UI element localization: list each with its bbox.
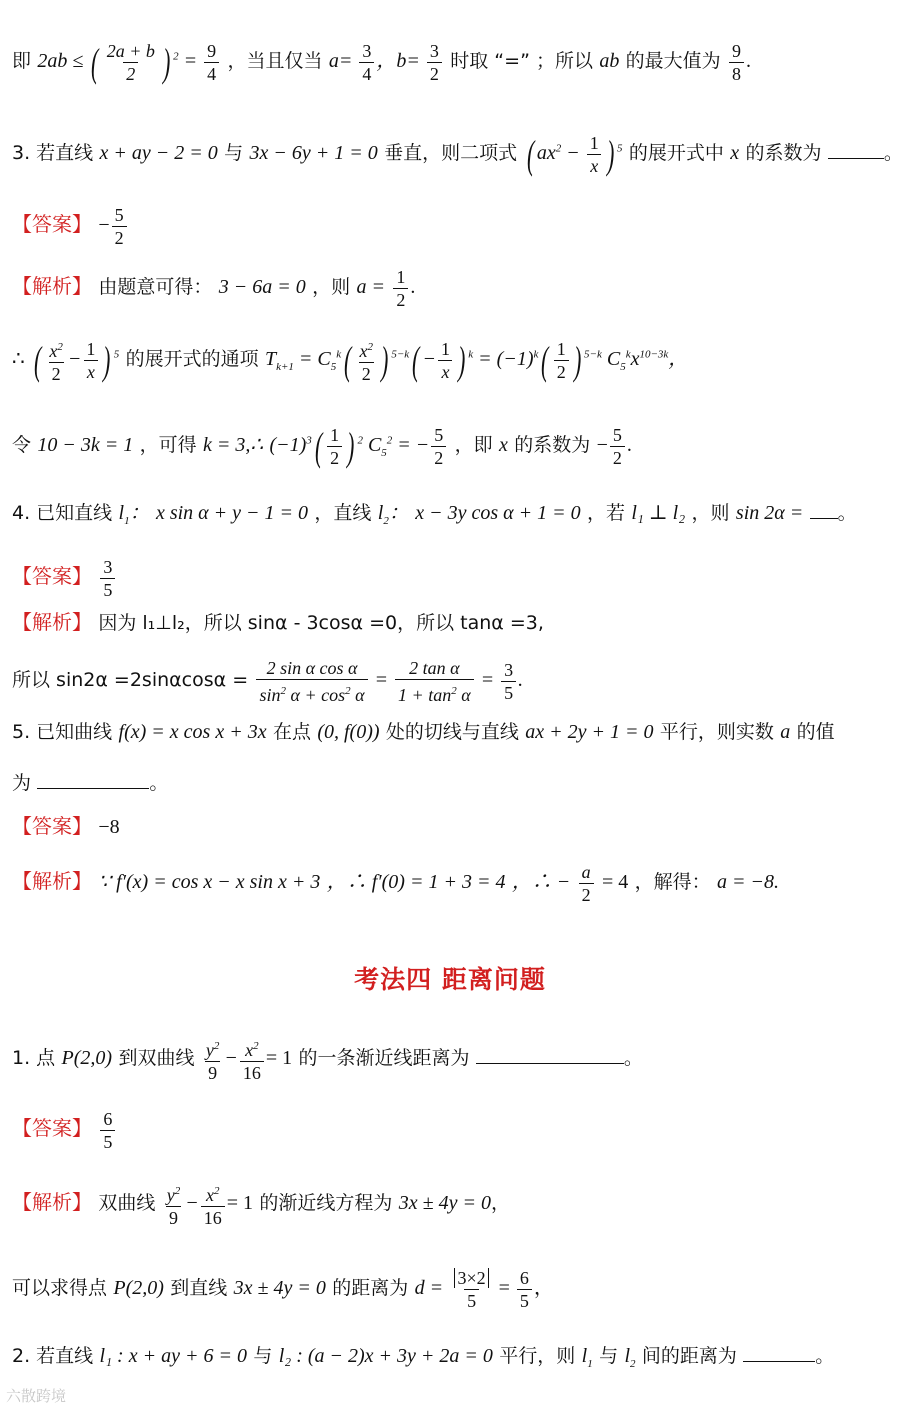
text: ，若: [586, 502, 625, 524]
text: 的展开式的通项: [125, 348, 259, 371]
denominator: 2: [112, 226, 127, 249]
text: 平行，则实数: [659, 721, 774, 743]
text: 双曲线: [98, 1192, 156, 1215]
numerator: 5: [114, 205, 124, 225]
math: sin 2α =: [735, 502, 804, 524]
math: ∵ f′(x) = cos x − x sin x + 3: [98, 871, 321, 894]
math: x − 3y cos α + 1 = 0: [415, 502, 581, 524]
answer-tag: 【答案】: [12, 564, 92, 589]
math: P(2,0): [61, 1047, 113, 1070]
answer-tag: 【答案】: [12, 212, 92, 237]
denominator: 2: [393, 288, 408, 311]
solution-3-b: [12, 336, 888, 385]
answer-tag: 【答案】: [12, 1116, 92, 1141]
solution-4-b: [12, 657, 888, 706]
math: k = 3,∴: [202, 434, 264, 457]
text: ，可得: [139, 434, 197, 457]
math: ( $ax^2$ − $\frac{1}{x}$ ) $^5$: [526, 131, 623, 177]
math: 3x − 6y + 1 = 0: [249, 142, 378, 165]
math: $\frac{\text{2 sin α cos α}}{\sin^2 \alpha + \cos^2 \alpha}$ = $\frac{\text{2 tan α}}{1 + \tan^2 \alpha}$ = $\frac{3}{5}$ .: [254, 669, 523, 691]
math: l₁ : x + ay + 6 = 0: [99, 1345, 247, 1367]
text: 的一条渐近线距离为: [298, 1047, 470, 1070]
solution-4: [12, 607, 888, 638]
math: x: [499, 434, 508, 457]
math: $\frac{3\times 2}{5}$ = $\frac{6}{5}$ ，: [449, 1277, 553, 1299]
question-5-b: [12, 767, 888, 798]
text: 的渐近线方程为: [259, 1192, 393, 1215]
text-line-1: [12, 40, 888, 85]
text: 2. 若直线: [12, 1345, 94, 1367]
question-4: [12, 497, 888, 536]
text: 平行，则: [499, 1345, 576, 1367]
answer-blank[interactable]: [743, 1343, 815, 1362]
numerator: 1: [396, 267, 406, 287]
text: ，当且仅当: [227, 50, 323, 73]
math: [98, 1109, 117, 1152]
math: ，∴ f′(0) = 1 + 3 = 4: [326, 871, 506, 894]
text: 与: [599, 1345, 619, 1367]
text: ，解得：: [634, 871, 711, 894]
math: 3x ± 4y = 0: [398, 1192, 491, 1215]
text: 。: [815, 1345, 835, 1367]
math: $\frac{9}{8}$ .: [727, 50, 751, 72]
text: 到双曲线: [118, 1047, 195, 1070]
math: = 4: [602, 871, 629, 894]
distance-solution-1-b: [12, 1267, 888, 1312]
text: 3. 若直线: [12, 142, 94, 165]
answer-tag: 【答案】: [12, 814, 92, 838]
text: 与: [253, 1345, 273, 1367]
solution-tag: 【解析】: [12, 610, 92, 634]
text: 时取 “=” ；所以: [450, 50, 593, 73]
watermark-logo: 六散跨境: [6, 1387, 67, 1405]
solution-tag: 【解析】: [12, 1190, 92, 1215]
solution-tag: 【解析】: [12, 274, 92, 299]
answer-blank[interactable]: [37, 770, 149, 789]
math: $l_2$：: [377, 502, 409, 527]
math: d =: [414, 1277, 444, 1300]
math: ab: [599, 50, 620, 73]
therefore-symbol: ∴: [12, 348, 25, 371]
answer-value: −8: [98, 816, 120, 838]
text: 。: [149, 772, 169, 794]
text: 为: [12, 772, 32, 794]
text: 的距离为: [332, 1277, 409, 1300]
text: 即: [12, 50, 32, 73]
math: ax + 2y + 1 = 0: [525, 721, 654, 743]
math: x: [730, 142, 740, 165]
section-heading: 考法四 距离问题: [354, 965, 546, 994]
denominator: 2: [579, 883, 594, 906]
math: [98, 557, 117, 600]
math: l₁ ⊥ l₂: [631, 502, 686, 524]
text: 的值: [796, 721, 835, 743]
math: $\frac{y^2}{9}$ − $\frac{x^2}{16}$ = 1: [166, 1185, 254, 1228]
solution-3: [12, 266, 888, 311]
text: 间的距离为: [641, 1345, 737, 1367]
text: ，则: [691, 502, 730, 524]
math: $(-1)^3$( $\frac{1}{2}$ ) $^2$ $C_5^2$ = − $\frac{5}{2}$: [269, 434, 448, 456]
math: $l_2$: [624, 1345, 636, 1370]
text: ，直线: [314, 502, 372, 524]
text: ，: [490, 1192, 510, 1215]
math: 3x ± 4y = 0: [233, 1277, 326, 1300]
math: $\frac{y^2}{9}$ − $\frac{x^2}{16}$ = 1: [205, 1040, 293, 1083]
text: 5. 已知曲线: [12, 721, 113, 743]
math: P(2,0): [113, 1277, 164, 1300]
text: 。: [837, 502, 857, 524]
text: 的系数为: [514, 434, 591, 457]
text: 因为 l₁⊥l₂，所以 sinα - 3cosα =0，所以 tanα =3,: [98, 612, 544, 634]
solution-3-c: [12, 424, 888, 469]
math: $\frac{1}{2}$ .: [391, 276, 415, 298]
text: 1. 点: [12, 1047, 56, 1070]
text: 与: [224, 142, 244, 165]
math: [577, 862, 596, 905]
text: 4. 已知直线: [12, 502, 113, 524]
numerator: a: [581, 862, 591, 882]
math: a: [780, 721, 791, 743]
math: [98, 205, 128, 248]
question-3: [12, 131, 903, 177]
answer-blank[interactable]: [810, 500, 838, 519]
distance-question-1: [12, 1035, 888, 1084]
math: 3 − 6a = 0: [218, 276, 306, 299]
text: ，则: [312, 276, 351, 299]
math: 10 − 3k = 1: [37, 434, 134, 457]
math: − $\frac{5}{2}$ .: [596, 425, 632, 468]
math: $T_{k+1} = C_5^k$( $\frac{x^2}{2}$ ) $^{5-k}$( − $\frac{1}{x}$ ) $^k = (-1)^k$( $\frac{1}{2}$ ) $^{5-k}$ $C_5^kx^{10-3k}$，: [264, 337, 689, 384]
question-5: [12, 716, 888, 747]
text: 所以 sin2α =2sinαcosα =: [12, 669, 249, 692]
answer-3: [12, 204, 888, 249]
math: f(x) = x cos x + 3x: [118, 721, 267, 743]
math: ，∴ −: [511, 871, 571, 894]
math: ( $\frac{x^2}{2}$ − $\frac{1}{x}$ ) $^5$: [34, 337, 120, 384]
distance-answer-1: [12, 1108, 888, 1153]
sign: −: [98, 214, 110, 237]
text: ，即: [454, 434, 493, 457]
answer-5: [12, 811, 888, 842]
text: 的系数为: [745, 142, 822, 165]
solution-tag: 【解析】: [12, 869, 92, 894]
text: 的最大值为: [625, 50, 721, 73]
math: (0, f(0)): [317, 721, 380, 743]
math: 2ab ≤ ( $\frac{2a + b}{2}$ ) $^2$ = $\frac{9}{4}$: [37, 50, 221, 72]
text: 的展开式中: [628, 142, 724, 165]
math: $l_1$: [581, 1345, 593, 1370]
text: 处的切线与直线: [385, 721, 519, 743]
text: 在点: [272, 721, 311, 743]
text: 由题意可得：: [98, 276, 213, 299]
denominator: 5: [100, 1130, 115, 1153]
math: x + ay − 2 = 0: [99, 142, 218, 165]
distance-question-2: [12, 1340, 888, 1379]
answer-blank[interactable]: [828, 140, 884, 159]
answer-blank[interactable]: [476, 1045, 624, 1064]
text: 。: [883, 142, 903, 165]
denominator: 5: [100, 578, 115, 601]
distance-solution-1: [12, 1180, 888, 1229]
math: $l_1$：: [118, 502, 150, 527]
math: l₂ : (a − 2)x + 3y + 2a = 0: [278, 1345, 493, 1367]
math: a = −8.: [717, 871, 780, 894]
math: a= $\frac{3}{4}$ ，b= $\frac{3}{2}$: [329, 50, 444, 72]
text: 垂直，则二项式: [384, 142, 518, 165]
text: 令: [12, 434, 32, 457]
answer-4: [12, 556, 888, 601]
text: 可以求得点: [12, 1277, 108, 1300]
math: a =: [356, 276, 385, 299]
solution-5: [12, 861, 888, 906]
numerator: 6: [103, 1109, 113, 1129]
math: x sin α + y − 1 = 0: [155, 502, 309, 524]
text: 到直线: [170, 1277, 228, 1300]
text: 。: [623, 1047, 643, 1070]
numerator: 3: [103, 557, 113, 577]
